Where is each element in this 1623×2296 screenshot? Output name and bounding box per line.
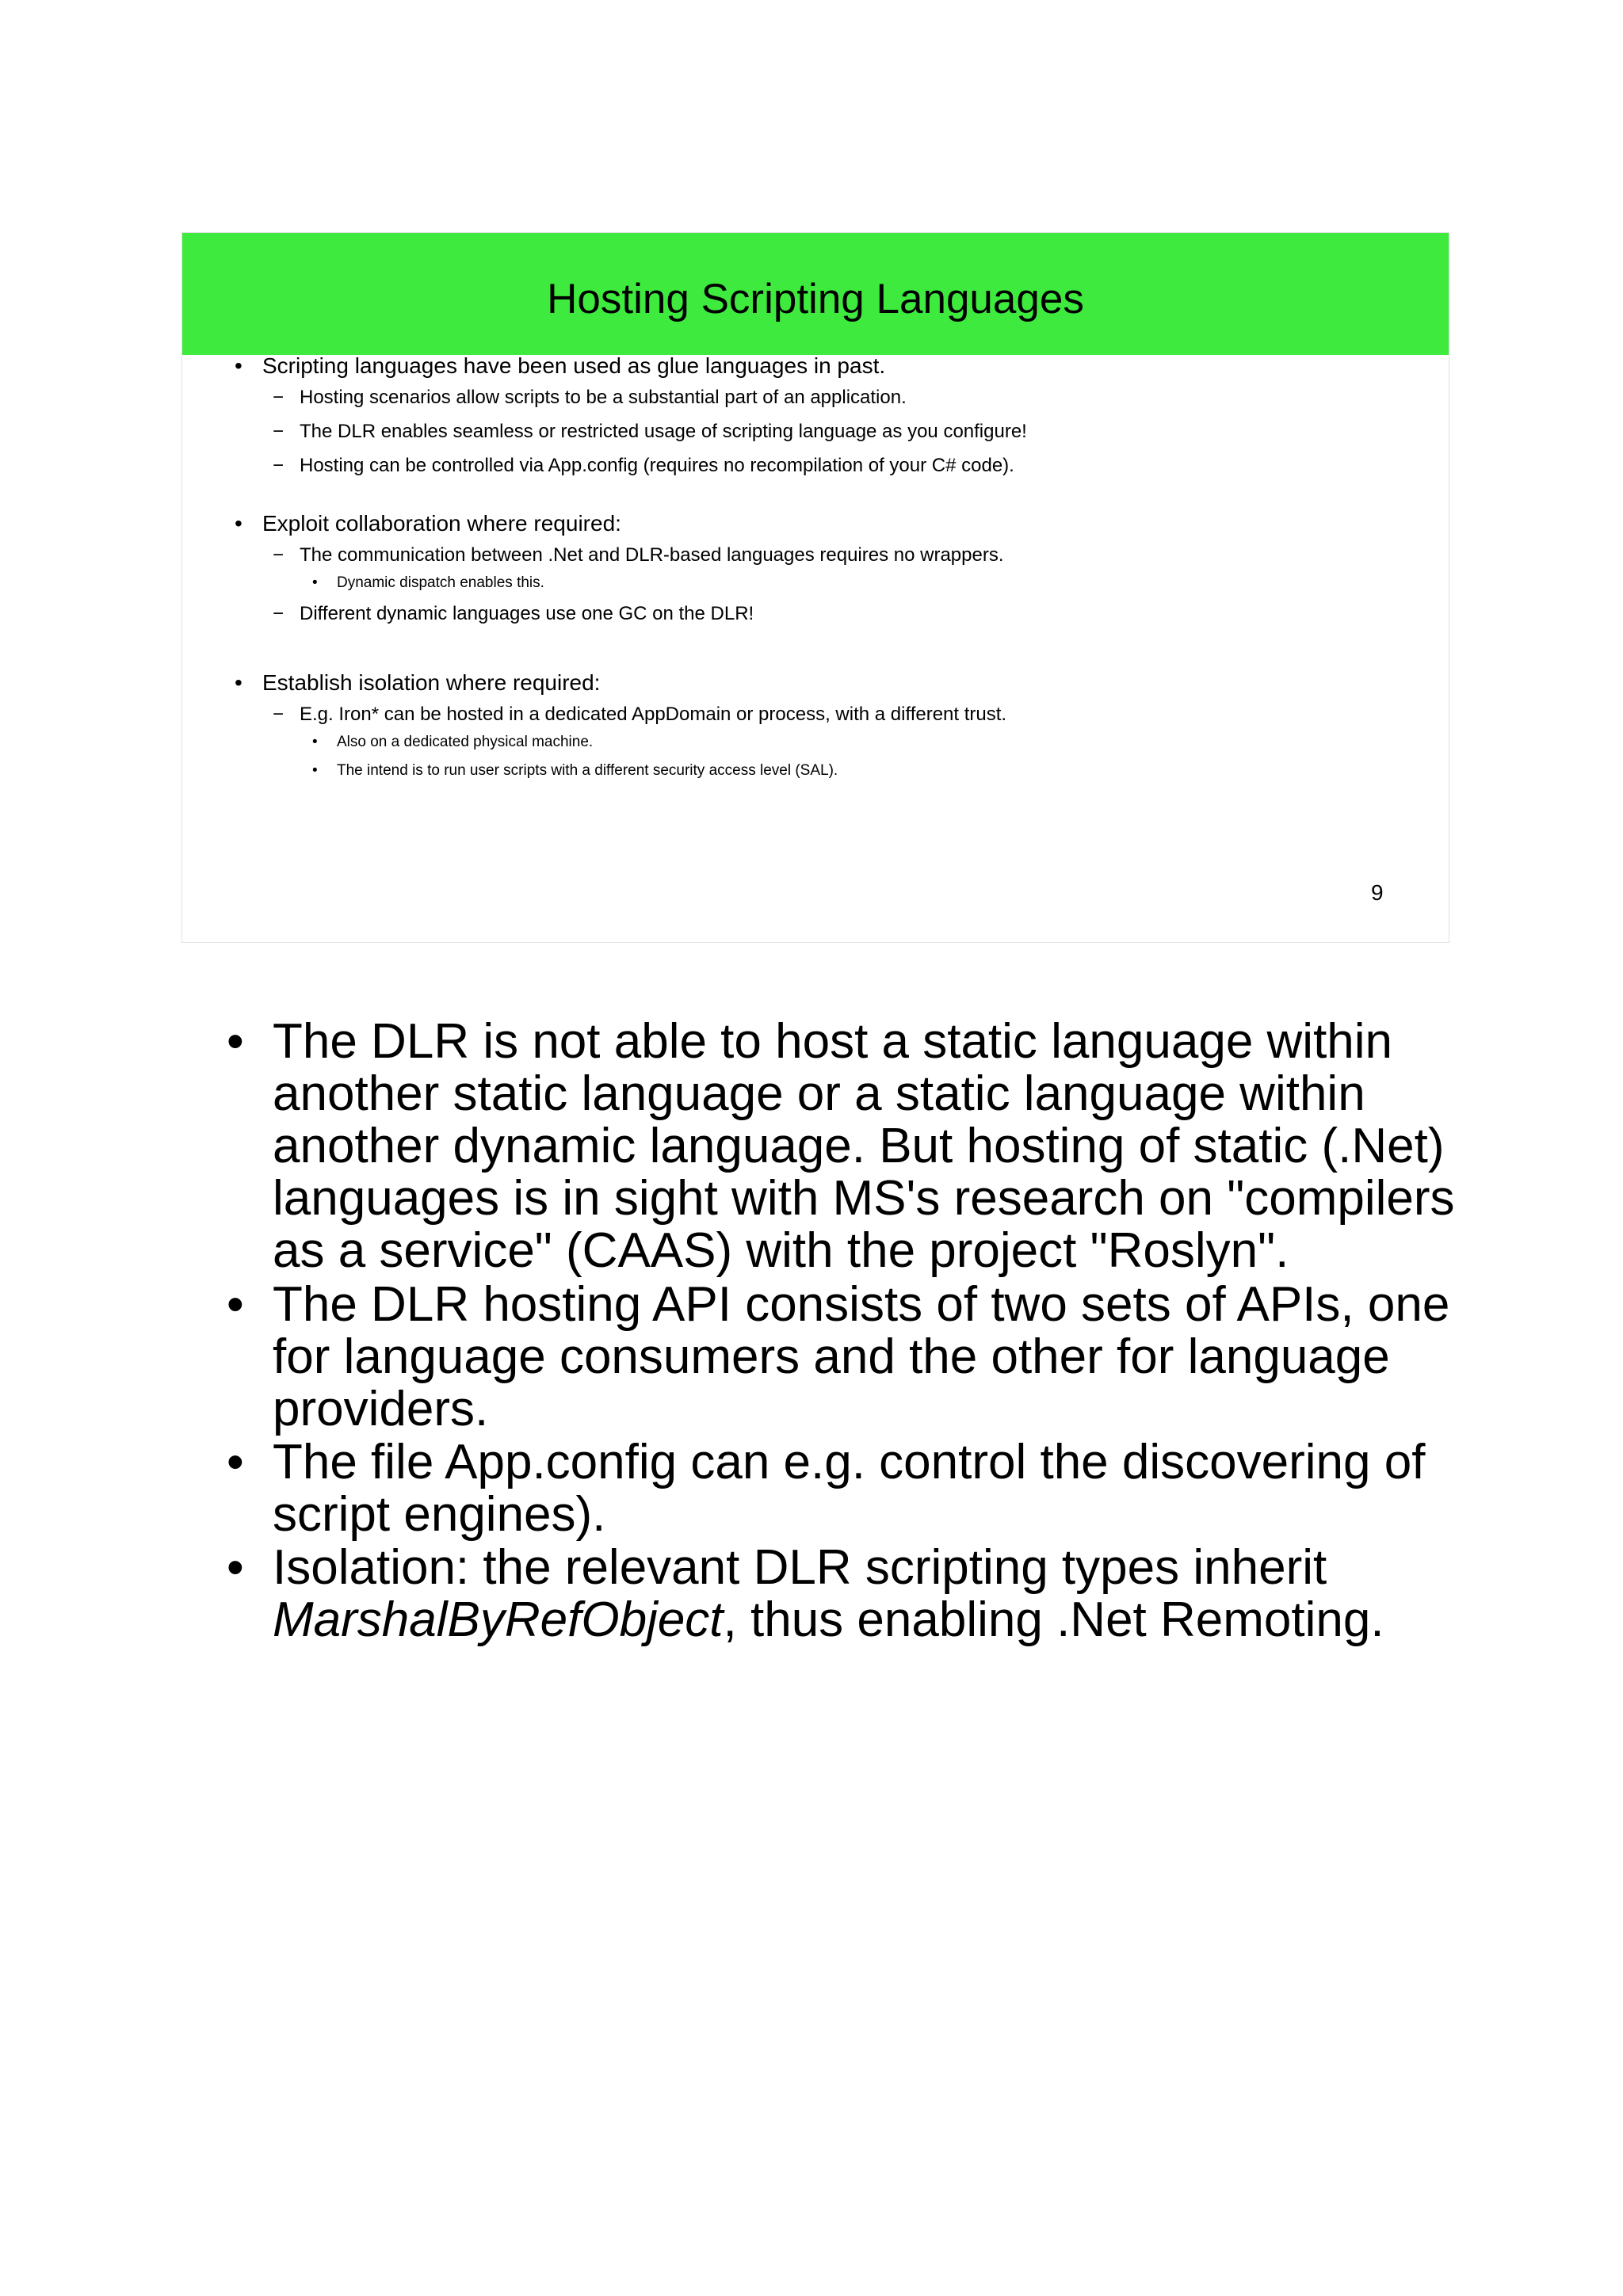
bullet-marker: − <box>273 455 285 476</box>
bullet-level3: Dynamic dispatch enables this. <box>337 574 544 591</box>
note-item <box>273 1542 1477 1646</box>
bullet-level2: Hosting scenarios allow scripts to be a substantial part of an application. <box>300 387 907 408</box>
note-bullet-marker: • <box>227 1277 244 1332</box>
bullet-level3: Also on a dedicated physical machine. <box>337 734 594 750</box>
bullet-marker: • <box>312 762 318 779</box>
bullet-marker: • <box>235 353 242 378</box>
note-text-before: Isolation: the relevant DLR scripting types inherit <box>273 1540 1327 1595</box>
bullet-marker: − <box>273 544 285 566</box>
note-item: The DLR hosting API consists of two sets of APIs, one for language consumers and the other for language providers. <box>273 1277 1450 1436</box>
slide-page-number: 9 <box>1371 880 1384 905</box>
note-bullet-marker: • <box>227 1540 244 1595</box>
bullet-level2: E.g. Iron* can be hosted in a dedicated AppDomain or process, with a different trust. <box>300 704 1007 725</box>
bullet-level1: Exploit collaboration where required: <box>262 511 621 536</box>
bullet-marker: • <box>312 574 318 591</box>
bullet-level1: Scripting languages have been used as glue languages in past. <box>262 353 886 378</box>
note-bullet-marker: • <box>227 1014 244 1069</box>
slide-title: Hosting Scripting Languages <box>547 276 1084 322</box>
note-italic-term: MarshalByRefObject <box>273 1592 724 1647</box>
bullet-level2: Hosting can be controlled via App.config (requires no recompilation of your C# code). <box>300 455 1014 476</box>
bullet-marker: − <box>273 421 285 442</box>
slide-body <box>182 233 1449 942</box>
bullet-marker: − <box>273 387 285 408</box>
note-bullet-marker: • <box>227 1435 244 1489</box>
bullet-level3: The intend is to run user scripts with a different security access level (SAL). <box>337 762 838 779</box>
bullet-marker: • <box>312 734 318 750</box>
bullet-level2: The communication between .Net and DLR-based languages requires no wrappers. <box>300 544 1004 566</box>
slide <box>181 232 1449 943</box>
bullet-level2: Different dynamic languages use one GC on the DLR! <box>300 603 754 624</box>
note-item: The file App.config can e.g. control the discovering of script engines). <box>273 1435 1426 1542</box>
bullet-marker: − <box>273 704 285 725</box>
bullet-marker: • <box>235 670 242 695</box>
note-item: The DLR is not able to host a static language within another static language or a static language within another dynamic language. But hosting of static (.Net) languages is in sight with MS's research on "compilers as a service" (CAAS) with the project "Roslyn". <box>273 1014 1455 1278</box>
bullet-level2: The DLR enables seamless or restricted usage of scripting language as you configure! <box>300 421 1027 442</box>
bullet-marker: • <box>235 511 242 536</box>
bullet-level1: Establish isolation where required: <box>262 670 601 695</box>
bullet-marker: − <box>273 603 285 624</box>
note-text-after: , thus enabling .Net Remoting. <box>723 1592 1384 1647</box>
